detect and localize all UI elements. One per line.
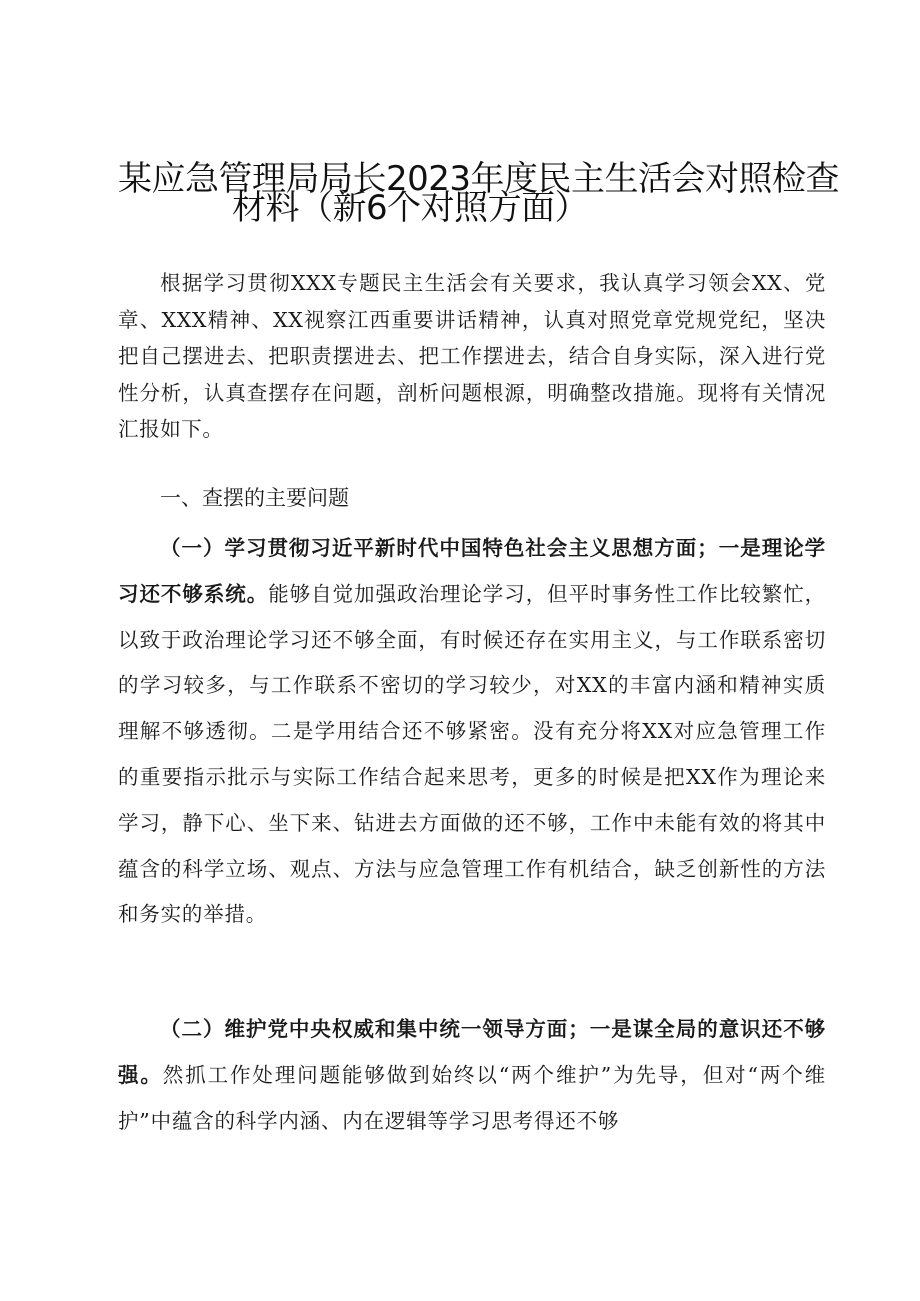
paragraph-item-1 bbox=[118, 526, 826, 938]
section-heading: 一、查摆的主要问题 bbox=[160, 486, 349, 510]
paragraph-item-2 bbox=[118, 1007, 826, 1144]
document-title-line-2: 材料（新6个对照方面） bbox=[232, 188, 589, 228]
item-2-bold-lead: （二）维护党中央权威和集中统一领导方面；一是谋全局的意识还不够强。 bbox=[118, 1017, 826, 1087]
item-2-text: 然抓工作处理问题能够做到始终以“两个维护”为先导，但对“两个维护”中蕴含的科学内涵、内在逻辑等学习思考得还不够 bbox=[118, 1062, 826, 1133]
document-title-line-1: 某应急管理局局长2023年度民主生活会对照检查 bbox=[118, 159, 840, 199]
intro-paragraph: 根据学习贯彻XXX专题民主生活会有关要求，我认真学习领会XX、党章、XXX精神、XX视察江西重要讲话精神，认真对照党章党规党纪，坚决把自己摆进去、把职责摆进去、把工作摆进去，结合自身实际，深入进行党性分析，认真查摆存在问题，剖析问题根源，明确整改措施。现将有关情况汇报如下。 bbox=[118, 271, 826, 442]
item-1-bold-lead: （一）学习贯彻习近平新时代中国特色社会主义思想方面；一是理论学习还不够系统。 bbox=[118, 536, 826, 606]
item-1-text: 能够自觉加强政治理论学习，但平时事务性工作比较繁忙，以致于政治理论学习还不够全面，有时候还存在实用主义，与工作联系密切的学习较多，与工作联系不密切的学习较少，对XX的丰富内涵和精神实质理解不够透彻。二是学用结合还不够紧密。没有充分将XX对应急管理工作的重要指示批示与实际工作结合起来思考，更多的时候是把XX作为理论来学习，静下心、坐下来、钻进去方面做的还不够，工作中未能有效的将其中蕴含的科学立场、观点、方法与应急管理工作有机结合，缺乏创新性的方法和务实的举措。 bbox=[118, 581, 826, 927]
